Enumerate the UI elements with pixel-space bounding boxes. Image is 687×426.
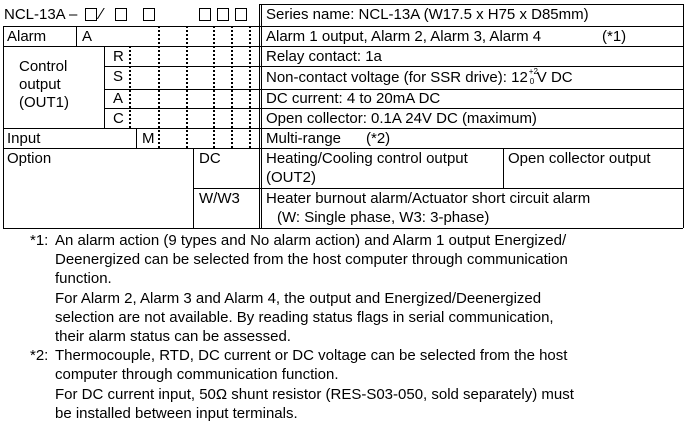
code-box-input <box>143 8 155 21</box>
phase-desc: (W: Single phase, W3: 3-phase) <box>277 209 490 226</box>
note-1-line-5: selection are not available. By reading status flags in serial communication, <box>55 309 554 326</box>
note-1-line-2: Deenergized can be selected from the host computer through communication <box>55 251 568 268</box>
ohm-symbol: Ω <box>215 386 228 403</box>
note-1-line-6: their alarm status can be assessed. <box>55 328 291 345</box>
rule <box>3 128 259 129</box>
voltage-tolerance <box>528 69 537 87</box>
control-code-c: C <box>113 110 124 127</box>
dotted-guide <box>158 26 160 148</box>
dotted-guide <box>213 26 215 148</box>
rule <box>3 46 259 47</box>
rule <box>104 46 105 128</box>
dc-current-desc: DC current: 4 to 20mA DC <box>266 90 441 107</box>
rule <box>259 46 683 47</box>
rule <box>683 4 684 228</box>
code-box-alarm <box>85 8 97 21</box>
code-box-option-3 <box>235 8 247 21</box>
rule <box>3 148 259 149</box>
model-prefix: NCL-13A <box>4 6 66 23</box>
control-code-a: A <box>113 90 124 107</box>
rule <box>259 4 683 5</box>
rule <box>259 4 260 228</box>
rule <box>193 188 259 189</box>
note-2-line-4: be installed between input terminals. <box>55 405 298 422</box>
control-label-3: (OUT1) <box>19 94 69 111</box>
control-code-r: R <box>113 48 124 65</box>
heat-cool-desc: Heating/Cooling control output <box>266 150 468 167</box>
note-2-line-3 <box>55 385 574 404</box>
alarm-label: Alarm <box>7 28 47 45</box>
rule <box>3 26 4 228</box>
alarm-note-ref: (*1) <box>602 28 627 45</box>
control-label-1: Control <box>19 58 68 75</box>
option-code-w: W/W3 <box>199 190 240 207</box>
input-code: M <box>142 130 155 147</box>
relay-desc: Relay contact: 1a <box>266 48 382 65</box>
dotted-guide <box>231 26 233 148</box>
control-code-s: S <box>113 68 124 85</box>
rule <box>259 108 683 109</box>
open-collector-output-desc: Open collector output <box>508 150 651 167</box>
input-desc: Multi-range <box>266 130 342 147</box>
out2-desc: (OUT2) <box>266 169 316 186</box>
rule <box>104 89 259 90</box>
alarm-code: A <box>82 28 93 45</box>
heater-burnout-desc: Heater burnout alarm/Actuator short circuit alarm <box>266 190 591 207</box>
input-label: Input <box>7 130 41 147</box>
dotted-guide <box>186 26 188 148</box>
rule <box>136 128 137 148</box>
option-label: Option <box>7 150 52 167</box>
rule <box>259 188 683 189</box>
alarm-desc-text: Alarm 1 output, Alarm 2, Alarm 3, Alarm 4 <box>266 28 542 45</box>
rule <box>76 26 77 46</box>
code-box-option-2 <box>217 8 229 21</box>
rule <box>104 108 259 109</box>
model-slash: ∕ <box>100 6 103 23</box>
rule <box>259 66 683 67</box>
code-box-option-1 <box>199 8 211 21</box>
note-1-line-1: An alarm action (9 types and No alarm action) and Alarm 1 output Energized/ <box>55 232 567 249</box>
control-label-2: output <box>19 76 61 93</box>
rule <box>193 148 194 228</box>
open-collector-desc: Open collector: 0.1A 24V DC (maximum) <box>266 110 537 127</box>
rule <box>261 4 262 228</box>
ssr-desc <box>266 69 573 87</box>
rule <box>503 148 504 188</box>
rule <box>3 26 259 27</box>
code-box-output <box>115 8 127 21</box>
note-2-line-3-head: For DC current input, 50 <box>55 386 216 403</box>
input-note-ref: (*2) <box>366 130 391 147</box>
note-2-line-3-tail: shunt resistor (RES-S03-050, sold separately) must <box>227 386 574 403</box>
rule <box>3 228 683 229</box>
ssr-desc-text: Non-contact voltage (for SSR drive): 12 <box>266 69 528 86</box>
note-2-line-1: Thermocouple, RTD, DC current or DC voltage can be selected from the host <box>55 347 568 364</box>
tolerance-zero: 0 <box>529 77 535 86</box>
model-dash: – <box>69 6 78 23</box>
rule <box>259 128 683 129</box>
tolerance-plus: +2 <box>528 67 538 76</box>
rule <box>259 26 683 27</box>
ssr-unit: V DC <box>536 69 573 86</box>
note-1-mark: *1: <box>30 232 49 249</box>
rule <box>104 66 259 67</box>
dotted-guide <box>129 46 131 128</box>
alarm-description <box>266 28 541 46</box>
dotted-guide <box>249 26 251 148</box>
note-1-line-3: function. <box>55 270 112 287</box>
series-name: Series name: NCL-13A (W17.5 x H75 x D85mm) <box>266 6 589 23</box>
rule <box>259 148 683 149</box>
note-2-line-2: computer through communication function. <box>55 366 339 383</box>
note-1-line-4: For Alarm 2, Alarm 3 and Alarm 4, the output and Energized/Deenergized <box>55 290 542 307</box>
note-2-mark: *2: <box>30 347 49 364</box>
option-code-dc: DC <box>199 150 221 167</box>
